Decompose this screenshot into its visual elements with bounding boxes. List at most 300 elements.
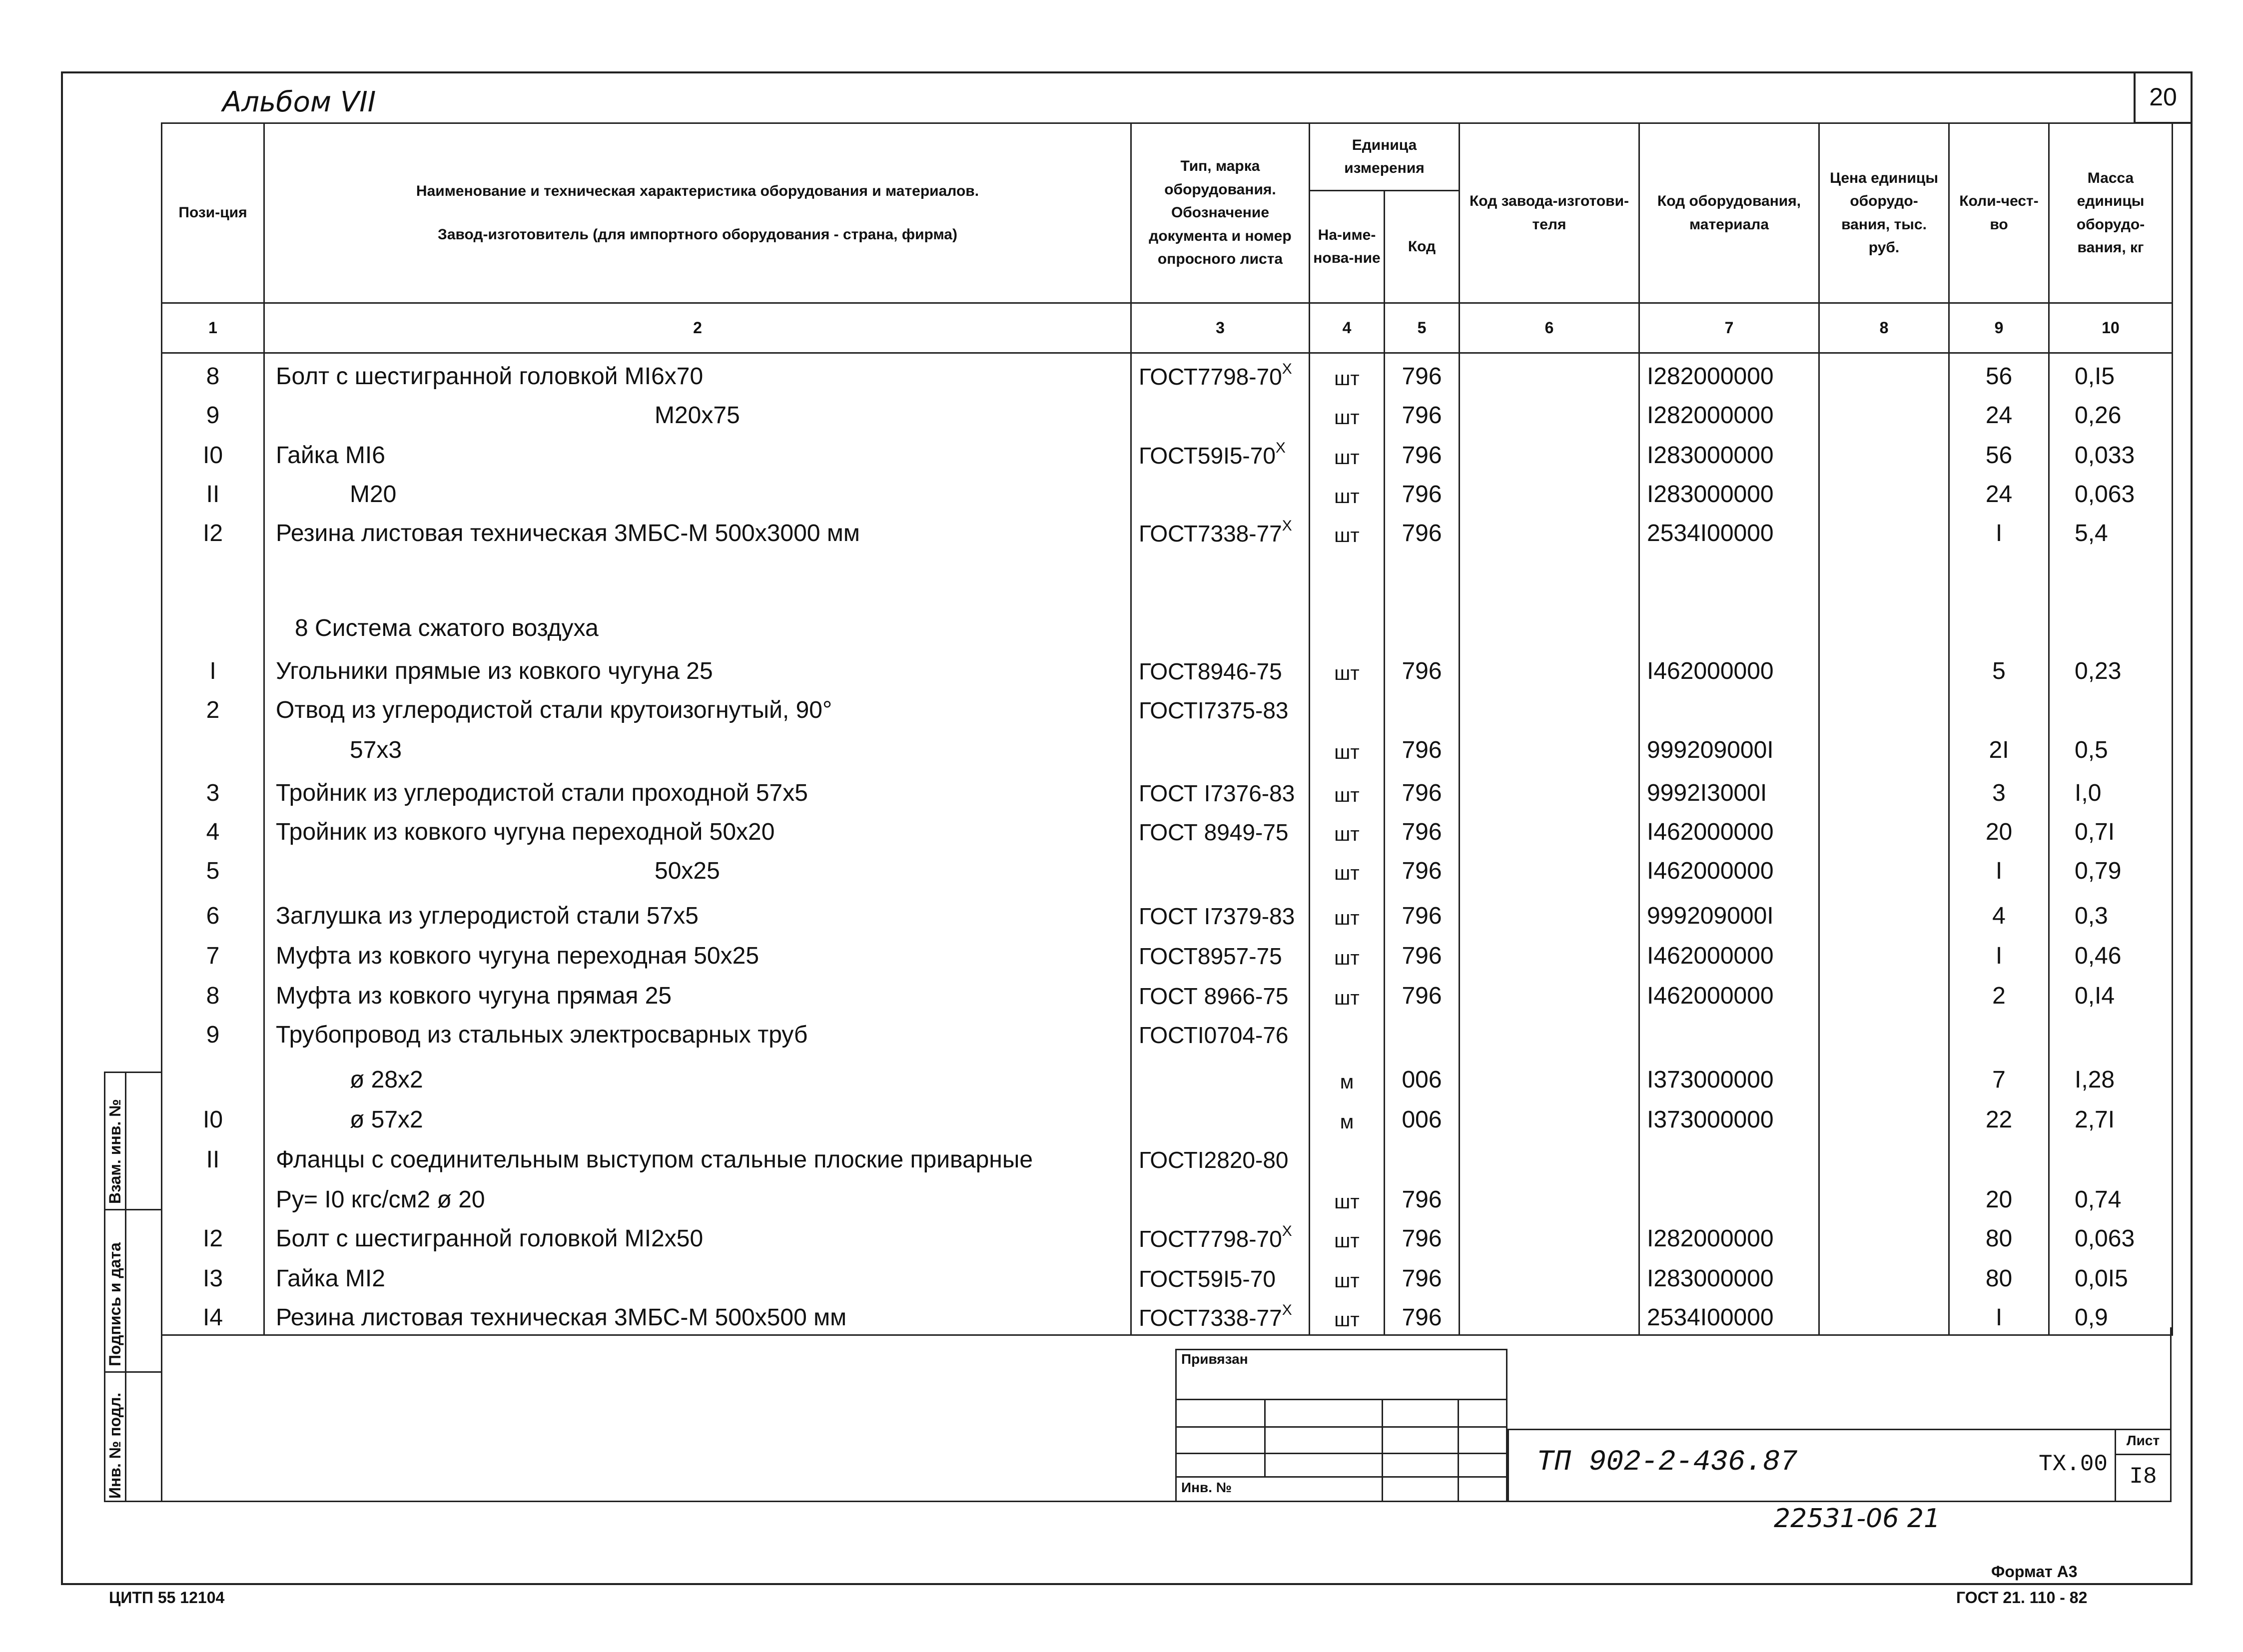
side-inv-podl: Инв. № подл. bbox=[106, 1392, 124, 1499]
unit-code-cell bbox=[1385, 933, 1460, 973]
name-cell bbox=[264, 1176, 1131, 1216]
unit-code-cell bbox=[1385, 888, 1460, 933]
material-code-cell-text: I462000000 bbox=[1647, 857, 1774, 884]
side-podpis: Подпись и дата bbox=[106, 1242, 124, 1366]
position-cell bbox=[162, 511, 264, 550]
material-code-cell-text: I462000000 bbox=[1647, 818, 1774, 845]
position-cell-text: 7 bbox=[206, 942, 220, 969]
mass-cell-text: 0,5 bbox=[2075, 736, 2108, 763]
name-cell-text: Ру= I0 кгс/см2 ø 20 bbox=[276, 1186, 485, 1213]
factory-code-cell bbox=[1460, 849, 1639, 888]
unit-cell bbox=[1310, 933, 1385, 973]
name-cell-text: Гайка MI6 bbox=[276, 442, 385, 469]
unit-code-cell-text: 796 bbox=[1402, 736, 1442, 763]
factory-code-cell bbox=[1460, 1097, 1639, 1136]
material-code-cell-text: 999209000I bbox=[1647, 736, 1774, 763]
document-cell bbox=[1131, 933, 1310, 973]
factory-code-cell bbox=[1460, 645, 1639, 688]
colnum-5: 5 bbox=[1385, 303, 1460, 353]
mass-cell-text: 0,9 bbox=[2075, 1304, 2108, 1331]
table-body bbox=[162, 353, 2173, 1335]
mass-cell-text: 0,063 bbox=[2075, 1225, 2135, 1252]
document-mark: ТХ.00 bbox=[2039, 1451, 2108, 1477]
unit-cell bbox=[1310, 1216, 1385, 1255]
unit-code-cell-text: 006 bbox=[1402, 1066, 1442, 1093]
unit-cell bbox=[1310, 550, 1385, 606]
name-cell bbox=[264, 810, 1131, 849]
position-cell bbox=[162, 810, 264, 849]
unit-cell bbox=[1310, 1176, 1385, 1216]
header-quantity: Коли-чест-во bbox=[1949, 123, 2049, 303]
unit-code-cell bbox=[1385, 1176, 1460, 1216]
document-cell bbox=[1131, 393, 1310, 432]
material-code-cell bbox=[1639, 432, 1819, 472]
header-name-line1: Наименование и техническая характеристика оборудования и материалов. bbox=[416, 183, 979, 199]
privyazan-vline bbox=[1264, 1399, 1266, 1476]
unit-code-cell-text: 796 bbox=[1402, 481, 1442, 508]
document-superscript: Х bbox=[1282, 1222, 1292, 1239]
mass-cell bbox=[2049, 973, 2173, 1013]
material-code-cell-text: I462000000 bbox=[1647, 982, 1774, 1009]
price-cell bbox=[1819, 933, 1949, 973]
quantity-cell bbox=[1949, 933, 2049, 973]
mass-cell-text: 0,033 bbox=[2075, 442, 2135, 469]
quantity-cell bbox=[1949, 353, 2049, 393]
side-stamp-divider bbox=[125, 1072, 126, 1502]
unit-cell-text: шт bbox=[1334, 907, 1360, 929]
document-cell bbox=[1131, 606, 1310, 645]
mass-cell-text: 0,26 bbox=[2075, 402, 2122, 429]
factory-code-cell bbox=[1460, 888, 1639, 933]
unit-cell bbox=[1310, 688, 1385, 727]
mass-cell bbox=[2049, 1136, 2173, 1176]
unit-code-cell bbox=[1385, 1052, 1460, 1097]
document-cell-text: ГОСТ I7376-83 bbox=[1139, 780, 1295, 806]
unit-code-cell-text: 796 bbox=[1402, 818, 1442, 845]
factory-code-cell bbox=[1460, 1136, 1639, 1176]
name-cell-text: M20x75 bbox=[655, 402, 740, 429]
name-cell bbox=[264, 767, 1131, 810]
colnum-10: 10 bbox=[2049, 303, 2173, 353]
quantity-cell-text: 22 bbox=[1985, 1106, 2013, 1133]
table-row bbox=[162, 550, 2173, 606]
price-cell bbox=[1819, 849, 1949, 888]
unit-code-cell-text: 796 bbox=[1402, 902, 1442, 929]
unit-cell-text: шт bbox=[1334, 987, 1360, 1009]
price-cell bbox=[1819, 973, 1949, 1013]
quantity-cell-text: 56 bbox=[1985, 442, 2013, 469]
mass-cell bbox=[2049, 645, 2173, 688]
document-cell-text: ГОСТ8946-75 bbox=[1139, 658, 1282, 684]
position-cell-text: I0 bbox=[202, 1106, 223, 1133]
name-cell-text: Муфта из ковкого чугуна переходная 50x25 bbox=[276, 942, 759, 969]
material-code-cell-text: I462000000 bbox=[1647, 657, 1774, 684]
price-cell bbox=[1819, 1013, 1949, 1052]
quantity-cell bbox=[1949, 606, 2049, 645]
document-cell-text: ГОСТ8957-75 bbox=[1139, 943, 1282, 969]
material-code-cell bbox=[1639, 888, 1819, 933]
quantity-cell bbox=[1949, 810, 2049, 849]
colnum-2: 2 bbox=[264, 303, 1131, 353]
document-cell-text: ГОСТ59I5-70 bbox=[1139, 1265, 1276, 1292]
mass-cell bbox=[2049, 393, 2173, 432]
material-code-cell bbox=[1639, 1176, 1819, 1216]
document-cell-text: ГОСТ I7379-83 bbox=[1139, 903, 1295, 929]
unit-code-cell bbox=[1385, 1013, 1460, 1052]
unit-cell bbox=[1310, 1097, 1385, 1136]
quantity-cell bbox=[1949, 973, 2049, 1013]
table-row bbox=[162, 1097, 2173, 1136]
mass-cell bbox=[2049, 1176, 2173, 1216]
position-cell bbox=[162, 849, 264, 888]
side-stamp-divider bbox=[104, 1209, 162, 1210]
name-cell bbox=[264, 472, 1131, 511]
position-cell-text: 6 bbox=[206, 902, 220, 929]
document-cell bbox=[1131, 727, 1310, 767]
material-code-cell bbox=[1639, 472, 1819, 511]
table-row bbox=[162, 1052, 2173, 1097]
material-code-cell-text: I282000000 bbox=[1647, 402, 1774, 429]
name-cell bbox=[264, 1052, 1131, 1097]
price-cell bbox=[1819, 432, 1949, 472]
gost-label: ГОСТ 21. 110 - 82 bbox=[1956, 1589, 2088, 1607]
position-cell bbox=[162, 688, 264, 727]
unit-cell-text: шт bbox=[1334, 406, 1360, 429]
name-cell bbox=[264, 353, 1131, 393]
colnum-1: 1 bbox=[162, 303, 264, 353]
material-code-cell-text: I373000000 bbox=[1647, 1106, 1774, 1133]
factory-code-cell bbox=[1460, 767, 1639, 810]
mass-cell bbox=[2049, 606, 2173, 645]
mass-cell bbox=[2049, 688, 2173, 727]
price-cell bbox=[1819, 1216, 1949, 1255]
document-cell bbox=[1131, 353, 1310, 393]
unit-cell-text: шт bbox=[1334, 485, 1360, 508]
document-cell-text: ГОСТ7798-70 bbox=[1139, 1225, 1282, 1252]
sheet-number: I8 bbox=[2129, 1464, 2157, 1490]
name-cell-text: Фланцы с соединительным выступом стальные плоские приварные bbox=[276, 1146, 1033, 1173]
quantity-cell-text: 20 bbox=[1985, 818, 2013, 845]
mass-cell bbox=[2049, 550, 2173, 606]
mass-cell bbox=[2049, 1255, 2173, 1295]
position-cell-text: I4 bbox=[202, 1304, 223, 1331]
archive-number: 22531-06 21 bbox=[1774, 1504, 1941, 1534]
name-cell-text: Болт с шестигранной головкой MI6x70 bbox=[276, 363, 704, 390]
unit-code-cell-text: 796 bbox=[1402, 1265, 1442, 1292]
document-cell bbox=[1131, 550, 1310, 606]
material-code-cell bbox=[1639, 353, 1819, 393]
document-cell-text: ГОСТ 8966-75 bbox=[1139, 983, 1289, 1009]
unit-code-cell-text: 796 bbox=[1402, 520, 1442, 547]
document-cell bbox=[1131, 1013, 1310, 1052]
position-cell-text: I0 bbox=[202, 442, 223, 469]
unit-cell-text: шт bbox=[1334, 446, 1360, 469]
material-code-cell bbox=[1639, 767, 1819, 810]
unit-cell bbox=[1310, 606, 1385, 645]
header-name bbox=[264, 123, 1131, 303]
unit-cell bbox=[1310, 767, 1385, 810]
price-cell bbox=[1819, 1176, 1949, 1216]
unit-code-cell-text: 796 bbox=[1402, 1304, 1442, 1331]
quantity-cell bbox=[1949, 1136, 2049, 1176]
price-cell bbox=[1819, 550, 1949, 606]
table-row bbox=[162, 1136, 2173, 1176]
position-cell bbox=[162, 888, 264, 933]
document-cell-text: ГОСТ 8949-75 bbox=[1139, 819, 1289, 845]
header-position: Пози-ция bbox=[162, 123, 264, 303]
mass-cell-text: 2,7I bbox=[2075, 1106, 2115, 1133]
position-cell-text: I2 bbox=[202, 1225, 223, 1252]
mass-cell-text: I,28 bbox=[2075, 1066, 2115, 1093]
unit-code-cell bbox=[1385, 606, 1460, 645]
page-number: 20 bbox=[2149, 83, 2177, 111]
price-cell bbox=[1819, 511, 1949, 550]
quantity-cell-text: 80 bbox=[1985, 1225, 2013, 1252]
unit-code-cell bbox=[1385, 973, 1460, 1013]
table-row bbox=[162, 1176, 2173, 1216]
unit-cell-text: шт bbox=[1334, 823, 1360, 845]
name-cell bbox=[264, 393, 1131, 432]
unit-code-cell bbox=[1385, 1216, 1460, 1255]
material-code-cell bbox=[1639, 727, 1819, 767]
colnum-6: 6 bbox=[1460, 303, 1639, 353]
material-code-cell bbox=[1639, 1136, 1819, 1176]
document-cell bbox=[1131, 767, 1310, 810]
column-number-row bbox=[162, 303, 2173, 353]
unit-cell bbox=[1310, 1255, 1385, 1295]
name-cell-text: M20 bbox=[350, 481, 397, 508]
unit-cell bbox=[1310, 472, 1385, 511]
mass-cell-text: 0,I5 bbox=[2075, 363, 2115, 390]
document-cell bbox=[1131, 849, 1310, 888]
mass-cell bbox=[2049, 511, 2173, 550]
header-material-code: Код оборудования, материала bbox=[1639, 123, 1819, 303]
factory-code-cell bbox=[1460, 511, 1639, 550]
side-vzam: Взам. инв. № bbox=[106, 1099, 124, 1204]
side-stamp-divider bbox=[104, 1371, 162, 1373]
table-row bbox=[162, 645, 2173, 688]
name-cell bbox=[264, 1216, 1131, 1255]
name-cell bbox=[264, 606, 1131, 645]
position-cell bbox=[162, 1097, 264, 1136]
quantity-cell-text: 24 bbox=[1985, 402, 2013, 429]
document-cell-text: ГОСТ59I5-70 bbox=[1139, 442, 1276, 469]
factory-code-cell bbox=[1460, 973, 1639, 1013]
material-code-cell bbox=[1639, 1255, 1819, 1295]
mass-cell-text: 0,74 bbox=[2075, 1186, 2122, 1213]
document-cell-text: ГОСТI0704-76 bbox=[1139, 1022, 1289, 1048]
unit-code-cell-text: 796 bbox=[1402, 363, 1442, 390]
material-code-cell-text: 9992I3000I bbox=[1647, 779, 1767, 806]
mass-cell bbox=[2049, 353, 2173, 393]
quantity-cell bbox=[1949, 1013, 2049, 1052]
position-cell-text: I bbox=[209, 657, 216, 684]
unit-code-cell bbox=[1385, 432, 1460, 472]
factory-code-cell bbox=[1460, 933, 1639, 973]
price-cell bbox=[1819, 688, 1949, 727]
document-code: ТП 902-2-436.87 bbox=[1536, 1446, 1798, 1479]
table-row bbox=[162, 1013, 2173, 1052]
factory-code-cell bbox=[1460, 606, 1639, 645]
document-cell bbox=[1131, 432, 1310, 472]
mass-cell bbox=[2049, 1216, 2173, 1255]
document-cell bbox=[1131, 1097, 1310, 1136]
name-cell bbox=[264, 432, 1131, 472]
position-cell bbox=[162, 767, 264, 810]
quantity-cell bbox=[1949, 727, 2049, 767]
mass-cell-text: 0,46 bbox=[2075, 942, 2122, 969]
position-cell-text: 8 bbox=[206, 982, 220, 1009]
name-cell bbox=[264, 888, 1131, 933]
document-superscript: Х bbox=[1275, 439, 1286, 456]
quantity-cell-text: I bbox=[1995, 942, 2003, 969]
material-code-cell-text: I283000000 bbox=[1647, 442, 1774, 469]
unit-code-cell-text: 796 bbox=[1402, 1225, 1442, 1252]
quantity-cell-text: 5 bbox=[1992, 657, 2006, 684]
document-cell bbox=[1131, 1052, 1310, 1097]
header-factory-code: Код завода-изготови-теля bbox=[1460, 123, 1639, 303]
factory-code-cell bbox=[1460, 472, 1639, 511]
price-cell bbox=[1819, 1052, 1949, 1097]
factory-code-cell bbox=[1460, 550, 1639, 606]
price-cell bbox=[1819, 472, 1949, 511]
document-superscript: Х bbox=[1282, 360, 1292, 377]
position-cell-text: II bbox=[206, 481, 220, 508]
unit-code-cell bbox=[1385, 1097, 1460, 1136]
mass-cell-text: 0,063 bbox=[2075, 481, 2135, 508]
factory-code-cell bbox=[1460, 393, 1639, 432]
unit-code-cell-text: 796 bbox=[1402, 1186, 1442, 1213]
factory-code-cell bbox=[1460, 810, 1639, 849]
format-label: Формат А3 bbox=[1991, 1563, 2078, 1581]
unit-code-cell-text: 796 bbox=[1402, 442, 1442, 469]
quantity-cell bbox=[1949, 432, 2049, 472]
document-cell-text: ГОСТ7798-70 bbox=[1139, 363, 1282, 390]
factory-code-cell bbox=[1460, 353, 1639, 393]
mass-cell-text: 5,4 bbox=[2075, 520, 2108, 547]
factory-code-cell bbox=[1460, 1176, 1639, 1216]
name-cell-text: Резина листовая техническая 3МБС-М 500x500 мм bbox=[276, 1304, 847, 1331]
header-name-line2: Завод-изготовитель (для импортного оборудования - страна, фирма) bbox=[438, 226, 957, 243]
price-cell bbox=[1819, 810, 1949, 849]
unit-cell-text: шт bbox=[1334, 524, 1360, 547]
document-cell-text: ГОСТ7338-77 bbox=[1139, 520, 1282, 547]
table-row bbox=[162, 727, 2173, 767]
unit-cell-text: шт bbox=[1334, 367, 1360, 390]
unit-code-cell-text: 796 bbox=[1402, 779, 1442, 806]
price-cell bbox=[1819, 393, 1949, 432]
price-cell bbox=[1819, 1255, 1949, 1295]
name-cell bbox=[264, 1097, 1131, 1136]
table-row bbox=[162, 810, 2173, 849]
factory-code-cell bbox=[1460, 1216, 1639, 1255]
factory-code-cell bbox=[1460, 688, 1639, 727]
price-cell bbox=[1819, 1136, 1949, 1176]
position-cell bbox=[162, 606, 264, 645]
price-cell bbox=[1819, 606, 1949, 645]
mass-cell-text: 0,0I5 bbox=[2075, 1265, 2128, 1292]
material-code-cell bbox=[1639, 550, 1819, 606]
position-cell bbox=[162, 432, 264, 472]
quantity-cell bbox=[1949, 511, 2049, 550]
unit-code-cell-text: 796 bbox=[1402, 942, 1442, 969]
table-row bbox=[162, 688, 2173, 727]
document-cell bbox=[1131, 645, 1310, 688]
position-cell-text: 5 bbox=[206, 857, 220, 884]
position-cell bbox=[162, 933, 264, 973]
table-row bbox=[162, 849, 2173, 888]
unit-code-cell bbox=[1385, 727, 1460, 767]
unit-cell bbox=[1310, 1013, 1385, 1052]
factory-code-cell bbox=[1460, 432, 1639, 472]
document-cell bbox=[1131, 1216, 1310, 1255]
quantity-cell bbox=[1949, 472, 2049, 511]
unit-code-cell bbox=[1385, 472, 1460, 511]
quantity-cell bbox=[1949, 767, 2049, 810]
factory-code-cell bbox=[1460, 727, 1639, 767]
unit-code-cell bbox=[1385, 550, 1460, 606]
unit-code-cell-text: 796 bbox=[1402, 982, 1442, 1009]
material-code-cell-text: 2534I00000 bbox=[1647, 1304, 1774, 1331]
table-row bbox=[162, 511, 2173, 550]
name-cell bbox=[264, 933, 1131, 973]
quantity-cell bbox=[1949, 1052, 2049, 1097]
mass-cell-text: 0,79 bbox=[2075, 857, 2122, 884]
quantity-cell bbox=[1949, 849, 2049, 888]
tsitp-label: ЦИТП 55 12104 bbox=[109, 1589, 225, 1607]
mass-cell-text: I,0 bbox=[2075, 779, 2102, 806]
factory-code-cell bbox=[1460, 1013, 1639, 1052]
unit-code-cell bbox=[1385, 645, 1460, 688]
name-cell-text: Болт с шестигранной головкой MI2x50 bbox=[276, 1225, 704, 1252]
unit-cell-text: шт bbox=[1334, 1229, 1360, 1252]
name-cell-text: 50x25 bbox=[655, 857, 720, 884]
mass-cell-text: 0,7I bbox=[2075, 818, 2115, 845]
privyazan-vline bbox=[1458, 1399, 1459, 1502]
sheet-box-divider bbox=[2115, 1454, 2172, 1455]
quantity-cell-text: I bbox=[1995, 1304, 2003, 1331]
name-cell-text: Трубопровод из стальных электросварных труб bbox=[276, 1021, 808, 1048]
quantity-cell bbox=[1949, 1216, 2049, 1255]
position-cell-text: 9 bbox=[206, 402, 220, 429]
price-cell bbox=[1819, 645, 1949, 688]
material-code-cell-text: I283000000 bbox=[1647, 1265, 1774, 1292]
unit-cell bbox=[1310, 511, 1385, 550]
mass-cell bbox=[2049, 727, 2173, 767]
unit-code-cell bbox=[1385, 849, 1460, 888]
material-code-cell bbox=[1639, 1097, 1819, 1136]
unit-cell-text: шт bbox=[1334, 784, 1360, 806]
quantity-cell-text: 20 bbox=[1985, 1186, 2013, 1213]
document-cell-text: ГОСТ7338-77 bbox=[1139, 1305, 1282, 1331]
mass-cell bbox=[2049, 933, 2173, 973]
document-cell bbox=[1131, 888, 1310, 933]
position-cell-text: 8 bbox=[206, 363, 220, 390]
table-row bbox=[162, 1255, 2173, 1295]
name-cell bbox=[264, 973, 1131, 1013]
price-cell bbox=[1819, 727, 1949, 767]
unit-cell-text: шт bbox=[1334, 1269, 1360, 1292]
table-row bbox=[162, 432, 2173, 472]
unit-code-cell-text: 796 bbox=[1402, 402, 1442, 429]
position-cell bbox=[162, 1216, 264, 1255]
quantity-cell bbox=[1949, 1097, 2049, 1136]
unit-cell bbox=[1310, 849, 1385, 888]
table-row bbox=[162, 472, 2173, 511]
name-cell bbox=[264, 727, 1131, 767]
name-cell-text: 57x3 bbox=[350, 736, 402, 763]
table-row bbox=[162, 973, 2173, 1013]
